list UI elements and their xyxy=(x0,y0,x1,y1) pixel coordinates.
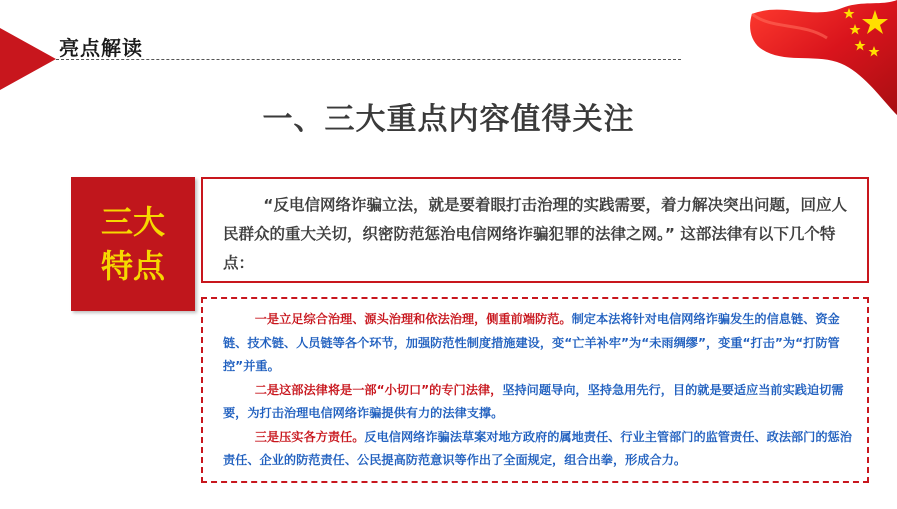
point-item xyxy=(223,379,859,426)
point-item xyxy=(223,308,859,379)
quote-text: “反电信网络诈骗立法，就是要着眼打击治理的实践需要，着力解决突出问题，回应人民群众的重大关切，织密防范惩治电信网络诈骗犯罪的法律之网。” 这部法律有以下几个特点： xyxy=(223,196,847,272)
point-body: 制定本法将针对电信网络诈骗发生的信息链、资金链、技术链、人员链等各个环节，加强防范性制度措施建设，变“亡羊补牢”为“未雨绸缪”，变重“打击”为“打防管控”并重。 xyxy=(223,312,840,373)
point-lead: 二是这部法律将是一部“小切口”的专门法律， xyxy=(254,382,503,397)
feature-label-line: 三大 xyxy=(100,203,165,241)
feature-label-box xyxy=(71,177,195,311)
point-lead: 一是立足综合治理、源头治理和依法治理，侧重前端防范。 xyxy=(254,312,572,326)
header-divider xyxy=(56,59,681,60)
point-body: 反电信网络诈骗法草案对地方政府的属地责任、行业主管部门的监管责任、政法部门的惩治责任、企业的防范责任、公民提高防范意识等作出了全面规定，组合出拳，形成合力。 xyxy=(223,429,852,467)
main-heading: 一、三大重点内容值得关注 xyxy=(262,102,635,137)
points-box xyxy=(201,297,869,483)
feature-label-line: 特点 xyxy=(100,247,165,285)
point-lead: 三是压实各方责任。 xyxy=(254,429,365,444)
section-title: 亮点解读 xyxy=(59,36,143,60)
point-item xyxy=(223,426,859,473)
corner-triangle-decoration xyxy=(0,28,56,90)
quote-box xyxy=(201,177,869,283)
point-body: 坚持问题导向，坚持急用先行，目的就是要适应当前实践迫切需要，为打击治理电信网络诈骗提供有力的法律支撑。 xyxy=(223,382,844,420)
